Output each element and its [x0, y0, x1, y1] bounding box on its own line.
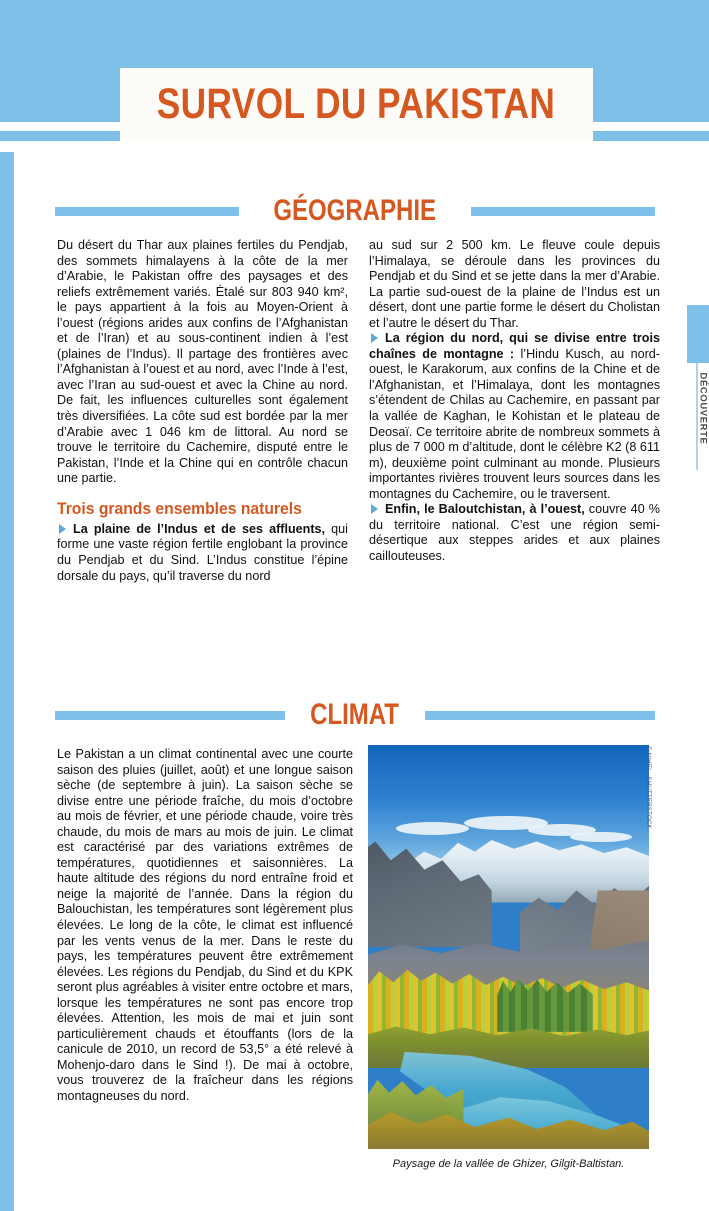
bullet-lead-text: La plaine de l’Indus et de ses affluents, — [73, 521, 326, 536]
heading-rule-right — [425, 711, 655, 720]
photo-image — [368, 745, 649, 1149]
geographie-right-column — [369, 238, 660, 564]
bullet-body-text: qui forme une vaste région fertile englobant la province du Pendjab et du Sind. L’Indus constitue l’épine dorsale du pays, qu’il traverse du nord — [57, 521, 348, 583]
left-margin-gap — [14, 0, 20, 1211]
photo-ghizer-valley — [368, 745, 649, 1149]
bullet-lead-text: La région du nord, qui se divise entre trois chaînes de montagne : — [369, 331, 660, 361]
side-tab-label: DÉCOUVERTE — [697, 372, 709, 445]
triangle-bullet-icon — [59, 524, 66, 534]
bullet-body-text: couvre 40 % du territoire national. C’est une région semi-désertique aux steppes arides et aux plaines caillouteuses. — [369, 502, 660, 563]
geographie-left-column — [57, 238, 348, 584]
heading-rule-left — [55, 207, 239, 216]
left-margin-rule — [0, 0, 14, 1211]
section-heading-climat — [55, 700, 655, 730]
cloud-icon — [396, 822, 469, 835]
header-baseline — [0, 141, 709, 152]
bullet-plaine-indus — [57, 522, 348, 584]
section-heading-geographie — [55, 196, 655, 226]
page-title: SURVOL DU PAKISTAN — [157, 80, 556, 128]
climat-left-column — [57, 747, 353, 1105]
bullet-body-text: l’Hindu Kusch, au nord-ouest, le Karakorum, aux confins de la Chine et de l’Afghanistan, et l’Himalaya, dont les montagnes s’étendent de Chilas au Cachemire, en passant par la vallée de Kaghan, le Kohistan et le plateau de Deosaï. Ce territoire abrite de nombreux sommets à plus de 7 000 m d’altitude, dont le célèbre K2 (8 611 m), deuxième point culminant au monde. Plusieurs importantes rivières trouvent leurs sources dans les montagnes du Cachemire, ou le traversent. — [369, 346, 660, 501]
photo-sky — [368, 745, 649, 862]
climat-paragraph: Le Pakistan a un climat continental avec une courte saison des pluies (juillet, août) et une longue saison sèche (de septembre à juin). La saison sèche se divise entre une période fraîche, du mois d’octobre au mois de février, et une période chaude, voire très chaude, du mois de mars au mois de juin. Le climat est caractérisé par des variations extrêmes de températures, quotidiennes et saisonnières. La haute altitude des régions du nord entraîne froid et neige la majorité de l’année. Dans la région du Balouchistan, les températures sont légèrement plus élevées. Le long de la côte, le climat est influencé par les vents venus de la mer. Dans le reste du pays, les températures peuvent être extrêmement élevées. Les régions du Pendjab, du Sind et du KPK seront plus agréables à visiter entre octobre et mars, lorsque les températures ne sont pas encore trop élevées. Attention, les mois de mai et juin sont particulièrement chauds et étouffants (lors de la canicule de 2010, un record de 53,5° a été relevé à Mohenjo-daro dans le Sind !). De mai à octobre, vous trouverez de la fraîcheur dans les régions montagneuses du nord. — [57, 747, 353, 1104]
title-plaque — [120, 68, 593, 141]
bullet-region-nord — [369, 331, 660, 502]
geographie-continuation-paragraph: au sud sur 2 500 km. Le fleuve coule depuis l’Himalaya, se déroule dans les provinces du Pendjab et du Sind et se jette dans la mer d’Arabie. La partie sud-ouest de la plaine de l’Indus est un désert, dont une partie forme le désert du Cholistan et l’autre le désert du Thar. — [369, 238, 660, 330]
side-tab — [687, 305, 709, 445]
triangle-bullet-icon — [371, 504, 378, 514]
photo-credit: © NIHEI - SHUTTERSTOCK — [645, 746, 651, 829]
heading-rule-right — [471, 207, 655, 216]
page-header — [0, 0, 709, 152]
photo-caption: Paysage de la vallée de Ghizer, Gilgit-Baltistan. — [392, 1158, 625, 1170]
triangle-bullet-icon — [371, 333, 378, 343]
subheading-trois-ensembles: Trois grands ensembles naturels — [57, 499, 302, 518]
section-title-text: CLIMAT — [310, 698, 400, 731]
section-title-text: GÉOGRAPHIE — [273, 194, 437, 227]
geographie-intro-paragraph: Du désert du Thar aux plaines fertiles du Pendjab, des sommets himalayens à la côte de la mer d’Arabie, le Pakistan offre des paysages et des reliefs extrêmement variés. Étalé sur 803 940 km², le pays appartient à la fois au Moyen-Orient à l’ouest (régions arides aux confins de l’Afghanistan et de l’Iran) et au sous-continent indien à l’est (plaines de l’Indus). Il partage des frontières avec l’Afghanistan à l’ouest et au nord, avec l’Inde à l’est, avec l’Iran au sud-ouest et avec la Chine au nord. De fait, les influences culturelles sont également très diversifiées. La côte sud est bordée par la mer d’Arabie avec 1 046 km de littoral. Au nord se trouve le territoire du Cachemire, disputé entre le Pakistan, l’Inde et la Chine qui en contrôle chacun une partie. — [57, 238, 348, 486]
bullet-lead-text: Enfin, le Baloutchistan, à l’ouest, — [385, 502, 585, 517]
heading-rule-left — [55, 711, 285, 720]
bullet-baloutchistan — [369, 502, 660, 564]
